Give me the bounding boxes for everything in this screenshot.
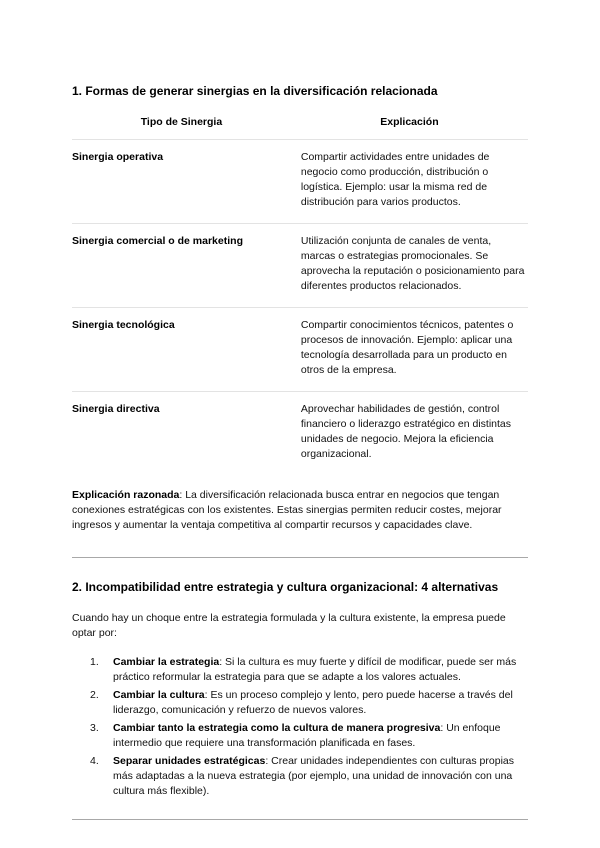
sinergias-table — [72, 113, 528, 475]
list-item-text: : Un enfoque intermedio que requiere una transformación planificada en fases. — [113, 722, 501, 750]
list-item-text: : Si la cultura es muy fuerte y difícil de modificar, puede ser más práctico reformular la estrategia para que se adapte a los valores actuales. — [113, 656, 517, 684]
list-number: 2. — [90, 689, 99, 702]
list-number: 4. — [90, 755, 99, 768]
list-item-1 — [90, 655, 528, 685]
section-divider-bottom — [72, 819, 528, 820]
cell-tipo-tecnologica: Sinergia tecnológica — [72, 307, 291, 391]
summary-paragraph — [72, 488, 528, 534]
table-row — [72, 139, 528, 223]
cell-explicacion-comercial: Utilización conjunta de canales de venta, marcas o estrategias promocionales. Se aprovecha la reputación o posicionamiento para diferentes productos relacionados. — [291, 223, 528, 307]
list-item-2 — [90, 688, 528, 718]
list-item-text: : Es un proceso complejo y lento, pero puede hacerse a través del liderazgo, comunicación y refuerzo de nuevos valores. — [113, 689, 513, 717]
list-item-body — [113, 655, 528, 685]
table-header-explicacion: Explicación — [291, 113, 528, 140]
list-number: 3. — [90, 722, 99, 735]
alternatives-list — [72, 655, 528, 799]
list-item-4 — [90, 754, 528, 799]
cell-tipo-comercial: Sinergia comercial o de marketing — [72, 223, 291, 307]
table-header-tipo: Tipo de Sinergia — [72, 113, 291, 140]
summary-text: : La diversificación relacionada busca entrar en negocios que tengan conexiones estratégicas con los existentes. Estas sinergias permiten reducir costes, mejorar ingresos y aumentar la ventaja competitiva al compartir recursos y capacidades clave. — [72, 488, 502, 532]
summary-lead: Explicación razonada — [72, 488, 180, 501]
cell-tipo-directiva: Sinergia directiva — [72, 402, 160, 415]
section-divider — [72, 557, 528, 558]
list-item-lead: Cambiar tanto la estrategia como la cultura de manera progresiva — [113, 722, 441, 735]
list-item-lead: Cambiar la estrategia — [113, 656, 220, 669]
table-row — [72, 391, 528, 475]
cell-explicacion-tecnologica: Compartir conocimientos técnicos, patentes o procesos de innovación. Ejemplo: aplicar una tecnología desarrollada para un producto en otros de la empresa. — [291, 307, 528, 391]
list-item-text: : Crear unidades independientes con culturas propias más adaptadas a la nueva estrategia (por ejemplo, una unidad de innovación con una cultura más flexible). — [113, 755, 514, 798]
list-item-lead: Cambiar la cultura — [113, 689, 205, 702]
list-item-body — [113, 754, 528, 799]
section1-title: 1. Formas de generar sinergias en la diversificación relacionada — [72, 84, 438, 98]
cell-explicacion-directiva: Aprovechar habilidades de gestión, control financiero o liderazgo estratégico en distintas unidades de negocio. Mejora la eficiencia organizacional. — [300, 402, 511, 460]
table-row — [72, 307, 528, 391]
list-item-3 — [90, 721, 528, 751]
table-header-row — [72, 113, 528, 140]
list-item-body — [113, 721, 528, 751]
table-row — [72, 223, 528, 307]
list-item-lead: Separar unidades estratégicas — [113, 755, 266, 768]
section2-intro: Cuando hay un choque entre la estrategia formulada y la cultura existente, la empresa puede optar por: — [72, 611, 506, 640]
list-number: 1. — [90, 656, 99, 669]
list-item-body — [113, 688, 528, 718]
cell-explicacion-operativa: Compartir actividades entre unidades de negocio como producción, distribución o logística. Ejemplo: usar la misma red de distribución para varios productos. — [291, 139, 528, 223]
cell-tipo-operativa: Sinergia operativa — [72, 139, 291, 223]
section2-title: 2. Incompatibilidad entre estrategia y cultura organizacional: 4 alternativas — [72, 580, 499, 595]
